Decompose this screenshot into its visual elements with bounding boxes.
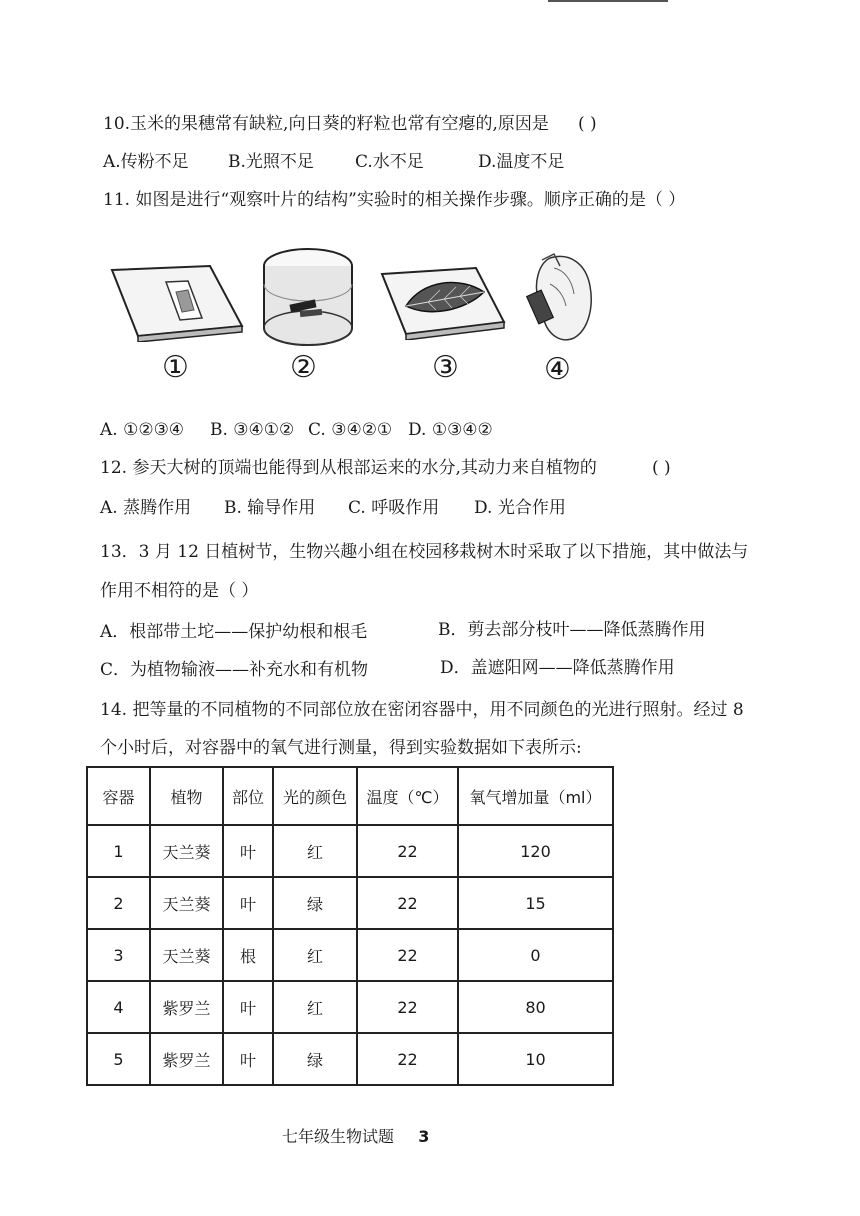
slide-with-specimen-figure [108, 262, 248, 342]
q12-option-d: D. 光合作用 [474, 498, 566, 518]
cell-plant: 紫罗兰 [150, 1033, 223, 1085]
q13-option-c: C．为植物输液——补充水和有机物 [100, 660, 369, 680]
question-12-text: 12. 参天大树的顶端也能得到从根部运来的水分,其动力来自植物的 [100, 458, 597, 478]
petri-dish-figure [258, 244, 358, 350]
cell-light-color: 红 [273, 825, 357, 877]
experiment-data-table [86, 766, 614, 1086]
question-13-text-line1: 13．3 月 12 日植树节，生物兴趣小组在校园移栽树木时采取了以下措施，其中做法与 [100, 542, 749, 562]
cell-temperature: 22 [357, 877, 458, 929]
cell-temperature: 22 [357, 825, 458, 877]
cell-temperature: 22 [357, 981, 458, 1033]
cell-light-color: 红 [273, 981, 357, 1033]
table-header-row [87, 767, 613, 825]
figure-label-1: ① [162, 350, 189, 385]
q10-option-a: A.传粉不足 [103, 152, 189, 172]
header-part: 部位 [223, 767, 273, 825]
header-oxygen-increase: 氧气增加量（ml） [458, 767, 613, 825]
table-row [87, 825, 613, 877]
q10-option-b: B.光照不足 [228, 152, 314, 172]
top-edge-line [548, 0, 668, 2]
table-row [87, 1033, 613, 1085]
q10-option-d: D.温度不足 [478, 152, 565, 172]
header-container: 容器 [87, 767, 150, 825]
hand-cutting-figure [520, 250, 600, 346]
question-11-text: 11. 如图是进行“观察叶片的结构”实验时的相关操作步骤。顺序正确的是（ ） [103, 190, 686, 210]
cell-oxygen-increase: 10 [458, 1033, 613, 1085]
header-plant: 植物 [150, 767, 223, 825]
table-row [87, 877, 613, 929]
cell-container: 5 [87, 1033, 150, 1085]
cell-oxygen-increase: 15 [458, 877, 613, 929]
cell-part: 叶 [223, 981, 273, 1033]
q13-option-a: A．根部带土坨——保护幼根和根毛 [100, 622, 368, 642]
footer-title: 七年级生物试题 [282, 1127, 395, 1146]
q12-option-c: C. 呼吸作用 [348, 498, 440, 518]
cell-part: 叶 [223, 877, 273, 929]
page-footer [282, 1124, 429, 1147]
q10-option-c: C.水不足 [355, 152, 424, 172]
cell-plant: 天兰葵 [150, 825, 223, 877]
q11-option-d: D. ①③④② [408, 420, 493, 440]
cell-oxygen-increase: 80 [458, 981, 613, 1033]
cell-temperature: 22 [357, 929, 458, 981]
header-light-color: 光的颜色 [273, 767, 357, 825]
q11-option-a: A. ①②③④ [100, 420, 185, 440]
q13-option-d: D．盖遮阳网——降低蒸腾作用 [440, 658, 675, 678]
figure-label-4: ④ [544, 352, 571, 387]
cell-light-color: 绿 [273, 877, 357, 929]
cell-light-color: 红 [273, 929, 357, 981]
question-10-answer-paren: ( ) [578, 114, 597, 134]
cell-part: 叶 [223, 1033, 273, 1085]
cell-oxygen-increase: 120 [458, 825, 613, 877]
question-14-text-line2: 个小时后，对容器中的氧气进行测量，得到实验数据如下表所示: [100, 738, 582, 758]
cell-container: 2 [87, 877, 150, 929]
question-12-answer-paren: ( ) [652, 458, 671, 478]
header-temperature: 温度（℃） [357, 767, 458, 825]
q13-option-b: B．剪去部分枝叶——降低蒸腾作用 [438, 620, 706, 640]
q11-option-b: B. ③④①② [210, 420, 295, 440]
table-row [87, 981, 613, 1033]
cell-temperature: 22 [357, 1033, 458, 1085]
cell-plant: 天兰葵 [150, 877, 223, 929]
figure-label-3: ③ [432, 350, 459, 385]
cell-part: 叶 [223, 825, 273, 877]
cell-oxygen-increase: 0 [458, 929, 613, 981]
cell-part: 根 [223, 929, 273, 981]
cell-container: 4 [87, 981, 150, 1033]
cell-light-color: 绿 [273, 1033, 357, 1085]
cell-plant: 天兰葵 [150, 929, 223, 981]
table-row [87, 929, 613, 981]
footer-page-number: 3 [418, 1127, 430, 1146]
cell-container: 1 [87, 825, 150, 877]
cell-container: 3 [87, 929, 150, 981]
cell-plant: 紫罗兰 [150, 981, 223, 1033]
question-14-text-line1: 14. 把等量的不同植物的不同部位放在密闭容器中，用不同颜色的光进行照射。经过 8 [100, 700, 744, 720]
figure-label-2: ② [290, 350, 317, 385]
q12-option-b: B. 输导作用 [224, 498, 316, 518]
q12-option-a: A. 蒸腾作用 [100, 498, 192, 518]
question-13-text-line2: 作用不相符的是（ ） [100, 581, 259, 601]
q11-option-c: C. ③④②① [308, 420, 393, 440]
slide-with-leaf-figure [378, 266, 510, 340]
question-10-text: 10.玉米的果穗常有缺粒,向日葵的籽粒也常有空瘪的,原因是 [103, 114, 549, 134]
